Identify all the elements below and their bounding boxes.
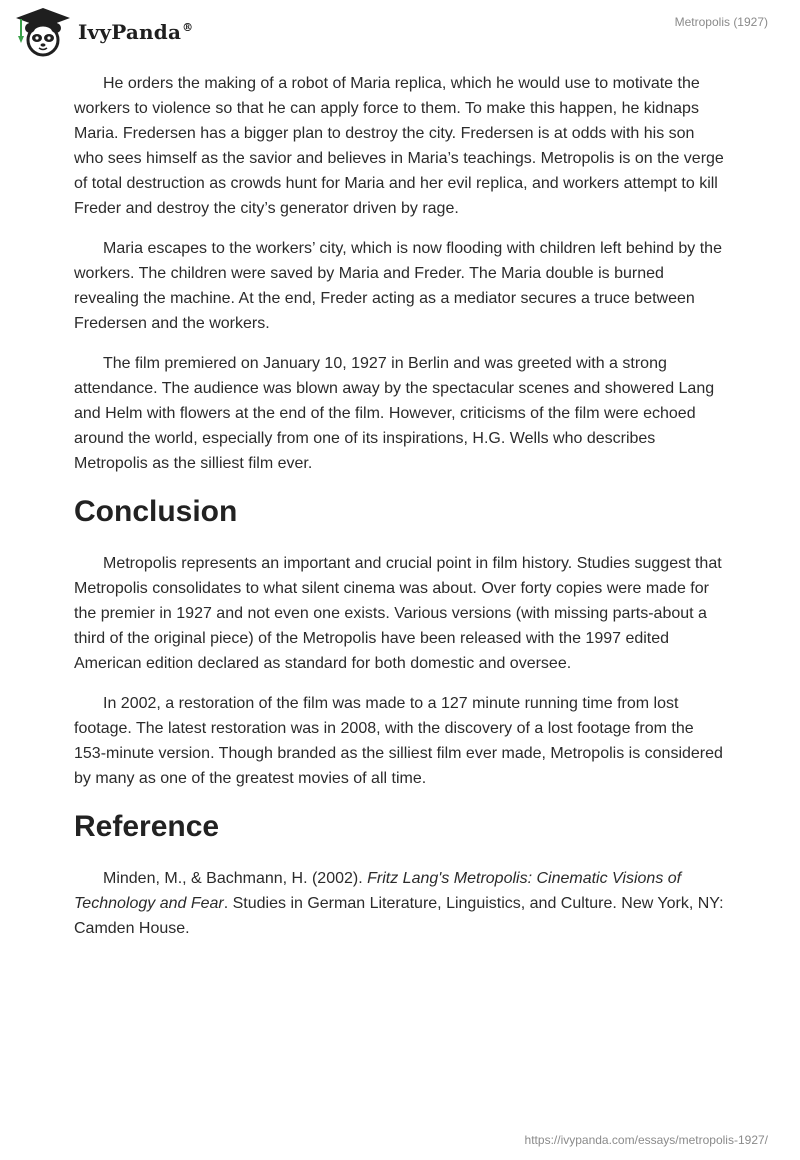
conclusion-paragraph: In 2002, a restoration of the film was made to a 127 minute running time from lost footage. The latest restoration was in 2008, with the discovery of a lost footage from the 153-minute version. Though branded as the silliest film ever made, Metropolis is considered by many as one of the greatest movies of all time.: [74, 695, 723, 787]
reference-entry: [74, 866, 726, 941]
reference-heading: Reference: [74, 810, 220, 843]
brand-name: IvyPanda®: [78, 20, 194, 44]
page-header: [0, 0, 800, 64]
ivypanda-logo[interactable]: [14, 6, 193, 58]
conclusion-heading: Conclusion: [74, 495, 238, 528]
reference-authors: Minden, M., & Bachmann, H. (2002).: [103, 870, 368, 887]
source-url[interactable]: https://ivypanda.com/essays/metropolis-1927/: [524, 1133, 768, 1147]
body-paragraph: He orders the making of a robot of Maria replica, which he would use to motivate the workers to violence so that he can apply force to them. To make this happen, he kidnaps Maria. Fredersen has a bigger plan to destroy the city. Fredersen is at odds with his son who sees himself as the savior and believes in Maria’s teachings. Metropolis is on the verge of total destruction as crowds hunt for Maria and her evil replica, and workers attempt to kill Freder and destroy the city’s generator driven by rage.: [74, 75, 724, 217]
reference-book-title: Fritz Lang's Metropolis: Cinematic Visions of Technology and Fear: [74, 870, 682, 912]
reference-publisher: . Studies in German Literature, Linguistics, and Culture. New York, NY: Camden House.: [74, 895, 724, 937]
essay-content: [74, 71, 726, 956]
conclusion-paragraph: Metropolis represents an important and crucial point in film history. Studies suggest that Metropolis consolidates to what silent cinema was about. Over forty copies were made for the premier in 1927 and not even one exists. Various versions (with missing parts-about a third of the original piece) of the Metropolis have been released with the 1997 edited American edition declared as standard for both domestic and oversee.: [74, 555, 722, 672]
document-title: Metropolis (1927): [674, 15, 768, 29]
body-paragraph: Maria escapes to the workers’ city, which is now flooding with children left behind by the workers. The children were saved by Maria and Freder. The Maria double is burned revealing the machine. At the end, Freder acting as a mediator secures a truce between Fredersen and the workers.: [74, 240, 722, 332]
panda-graduate-icon: [14, 6, 72, 58]
body-paragraph: The film premiered on January 10, 1927 in Berlin and was greeted with a strong attendance. The audience was blown away by the spectacular scenes and showered Lang and Helm with flowers at the end of the film. However, criticisms of the film were echoed around the world, especially from one of its inspirations, H.G. Wells who describes Metropolis as the silliest film ever.: [74, 355, 715, 472]
